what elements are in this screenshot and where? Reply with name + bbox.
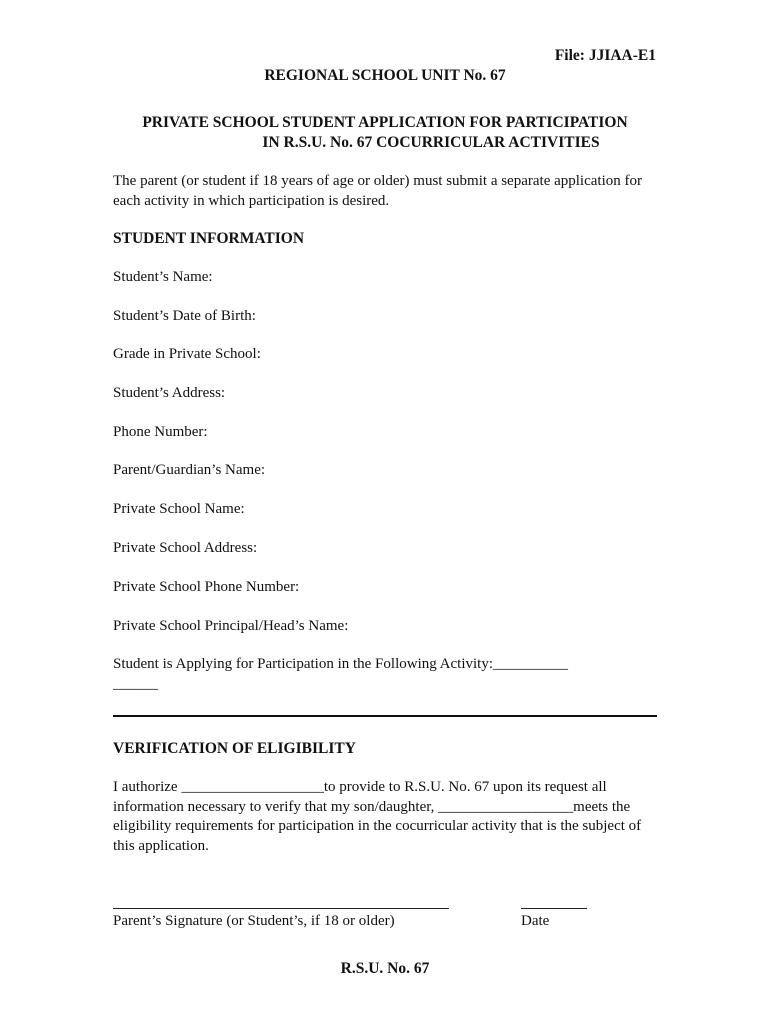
field-school-phone: Private School Phone Number: — [113, 579, 300, 595]
field-grade: Grade in Private School: — [113, 346, 261, 362]
field-school-name: Private School Name: — [113, 501, 245, 517]
document-title — [0, 113, 770, 153]
field-parent-name: Parent/Guardian’s Name: — [113, 462, 266, 478]
verification-paragraph — [113, 778, 658, 856]
footer: R.S.U. No. 67 — [340, 960, 430, 977]
activity-label: Student is Applying for Participation in the Following Activity: — [113, 656, 493, 672]
field-school-address: Private School Address: — [113, 540, 258, 556]
field-principal-name: Private School Principal/Head’s Name: — [113, 618, 349, 634]
signature-line — [113, 908, 449, 909]
file-code: File: JJIAA-E1 — [554, 47, 656, 64]
organization-name: REGIONAL SCHOOL UNIT No. 67 — [264, 67, 506, 84]
authorized-party-blank: ___________________ — [181, 779, 324, 795]
student-info-heading: STUDENT INFORMATION — [113, 230, 305, 247]
verification-text-3: meets the eligibility requirements for participation in the cocurricular activity that is the subject of this application. — [113, 798, 642, 854]
activity-blank-continued: ______ — [113, 676, 158, 692]
field-date-of-birth: Student’s Date of Birth: — [113, 308, 256, 324]
verification-text-1: I authorize — [113, 779, 182, 795]
field-student-address: Student’s Address: — [113, 385, 226, 401]
date-line — [521, 908, 587, 909]
intro-paragraph: The parent (or student if 18 years of age or older) must submit a separate application for each activity in which participation is desired. — [113, 173, 642, 209]
title-line-2: IN R.S.U. No. 67 COCURRICULAR ACTIVITIES — [262, 134, 600, 151]
verification-text-2: to provide to R.S.U. No. 67 upon its request all information necessary to verify that my son/daughter, — [113, 779, 607, 815]
field-student-name: Student’s Name: — [113, 269, 213, 285]
field-activity — [113, 656, 568, 673]
title-line-1: PRIVATE SCHOOL STUDENT APPLICATION FOR PARTICIPATION — [142, 114, 628, 131]
activity-blank: __________ — [493, 656, 568, 672]
date-label: Date — [521, 913, 550, 929]
field-phone-number: Phone Number: — [113, 424, 208, 440]
verification-heading: VERIFICATION OF ELIGIBILITY — [113, 740, 356, 757]
section-divider — [113, 715, 657, 717]
parent-signature-label: Parent’s Signature (or Student’s, if 18 or older) — [113, 913, 395, 929]
student-name-blank: __________________ — [438, 798, 574, 815]
